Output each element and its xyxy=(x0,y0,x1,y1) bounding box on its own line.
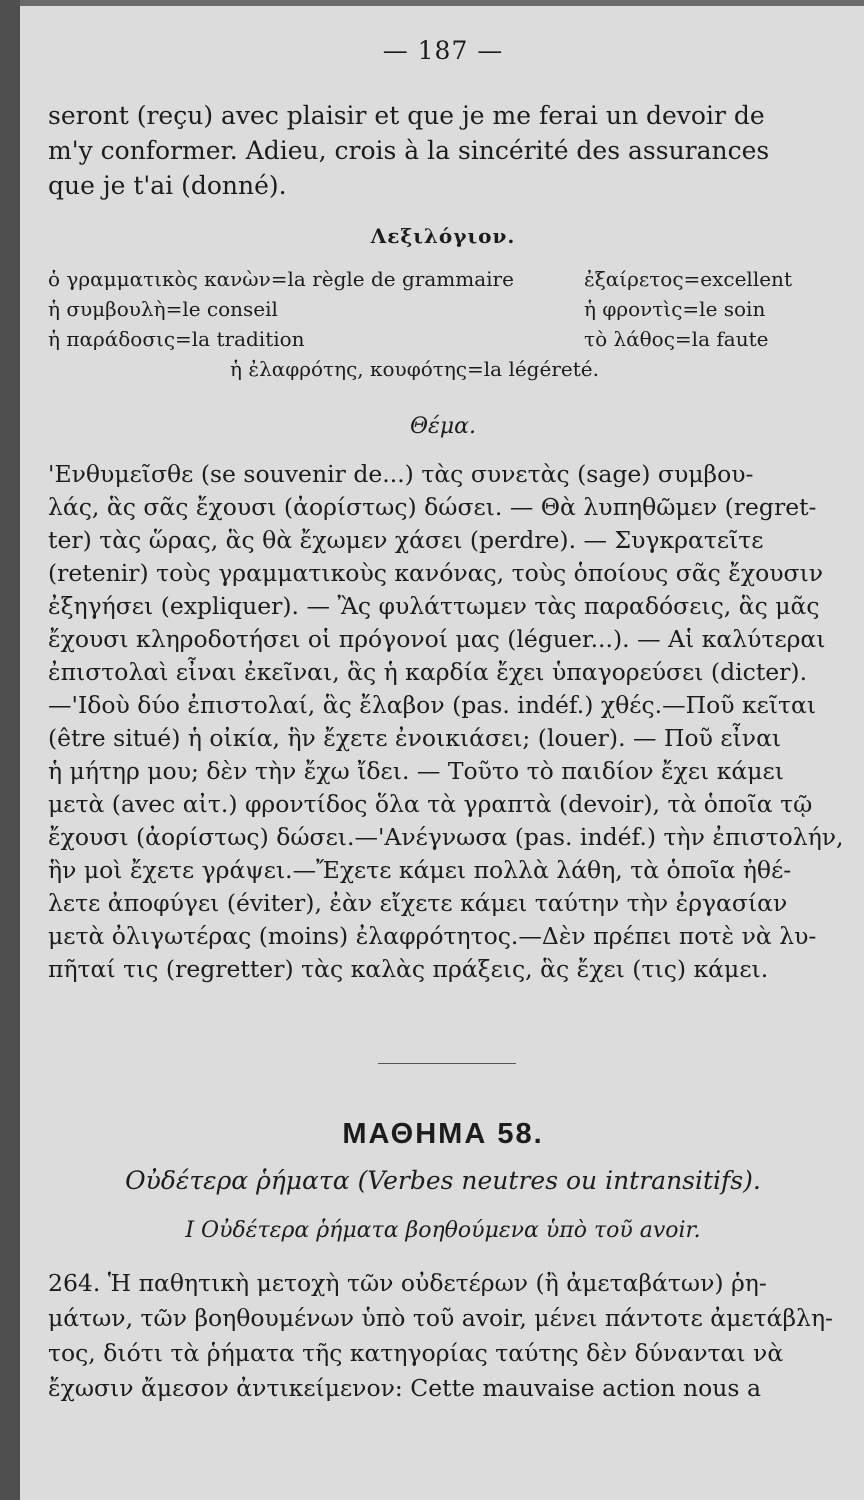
intro-line: que je t'ai (donné). xyxy=(48,171,287,200)
exercise-line: (retenir) τοὺς γραμματικοὺς κανόνας, τοὺς ὁποίους σᾶς ἔχουσιν xyxy=(48,559,824,587)
exercise-line: ἔχουσι κληροδοτήσει οἱ πρόγονοί μας (léguer...). — Αἱ καλύτεραι xyxy=(48,625,826,653)
paragraph-line: μάτων, τῶν βοηθουμένων ὑπὸ τοῦ avoir, μένει πάντοτε ἀμετάβλη- xyxy=(48,1304,833,1332)
exercise-line: ἡ μήτηρ μου; δὲν τὴν ἔχω ἴδει. — Τοῦτο τὸ παιδίον ἔχει κάμει xyxy=(48,757,784,785)
exercise-line: ter) τὰς ὥρας, ἃς θὰ ἔχωμεν χάσει (perdre). — Συγκρατεῖτε xyxy=(48,526,764,554)
vocab-item: ἡ συμβουλὴ=le conseil xyxy=(48,297,278,321)
vocab-left-column xyxy=(48,264,514,354)
intro-text xyxy=(48,98,838,203)
exercise-text xyxy=(48,458,844,986)
exercise-line: πῆταί τις (regretter) τὰς καλὰς πράξεις, ἃς ἔχει (τις) κάμει. xyxy=(48,955,769,983)
exercise-line: λετε ἀποφύγει (éviter), ἐὰν εἴχετε κάμει ταύτην τὴν ἐργασίαν xyxy=(48,889,788,917)
vocab-right-column xyxy=(584,264,792,354)
theme-title: Θέμα. xyxy=(410,414,476,439)
paragraph-264 xyxy=(48,1266,838,1406)
paragraph-line: τος, διότι τὰ ῥήματα τῆς κατηγορίας ταύτης δὲν δύνανται νὰ xyxy=(48,1339,784,1367)
vocab-item: τὸ λάθος=la faute xyxy=(584,327,769,351)
exercise-line: ἐξηγήσει (expliquer). — Ἂς φυλάττωμεν τὰς παραδόσεις, ἃς μᾶς xyxy=(48,592,820,620)
vocab-title: Λεξιλόγιον. xyxy=(370,224,516,248)
vocab-item: ἐξαίρετος=excellent xyxy=(584,267,792,291)
book-gutter xyxy=(0,0,20,1500)
exercise-line: (être situé) ἡ οἰκία, ἣν ἔχετε ἐνοικιάσει; (louer). — Ποῦ εἶναι xyxy=(48,724,782,752)
exercise-line: 'Ενθυμεῖσθε (se souvenir de...) τὰς συνετὰς (sage) συμβου- xyxy=(48,460,754,488)
exercise-line: λάς, ἃς σᾶς ἔχουσι (ἀορίστως) δώσει. — Θὰ λυπηθῶμεν (regret- xyxy=(48,493,817,521)
section-title: Οὐδέτερα ῥήματα (Verbes neutres ou intransitifs). xyxy=(125,1166,761,1195)
page-number: — 187 — xyxy=(382,36,504,65)
vocab-item: ἡ παράδοσις=la tradition xyxy=(48,327,305,351)
sub-title: Ι Οὐδέτερα ῥήματα βοηθούμενα ὑπὸ τοῦ avoir. xyxy=(185,1218,701,1243)
vocab-item: ὁ γραμματικὸς κανὼν=la règle de grammaire xyxy=(48,267,514,291)
intro-line: seront (reçu) avec plaisir et que je me ferai un devoir de xyxy=(48,101,765,130)
intro-line: m'y conformer. Adieu, crois à la sincérité des assurances xyxy=(48,136,770,165)
exercise-line: —'Ιδοὺ δύο ἐπιστολαί, ἃς ἔλαβον (pas. indéf.) χθές.—Ποῦ κεῖται xyxy=(48,691,817,719)
lesson-title: ΜΑΘΗΜΑ 58. xyxy=(342,1118,544,1150)
vocab-item-centered: ἡ ἐλαφρότης, κουφότης=la légéreté. xyxy=(230,357,599,381)
exercise-line: μετὰ ὀλιγωτέρας (moins) ἐλαφρότητος.—Δὲν πρέπει ποτὲ νὰ λυ- xyxy=(48,922,817,950)
exercise-line: ἣν μοὶ ἔχετε γράψει.—Ἔχετε κάμει πολλὰ λάθη, τὰ ὁποῖα ἠθέ- xyxy=(48,856,792,884)
vocab-item: ἡ φροντὶς=le soin xyxy=(584,297,766,321)
paragraph-line: 264. Ἡ παθητικὴ μετοχὴ τῶν οὐδετέρων (ἢ ἀμεταβάτων) ῥη- xyxy=(48,1269,767,1297)
exercise-line: ἔχουσι (ἀορίστως) δώσει.—'Ανέγνωσα (pas. indéf.) τὴν ἐπιστολήν, xyxy=(48,823,844,851)
exercise-line: ἐπιστολαὶ εἶναι ἐκεῖναι, ἃς ἡ καρδία ἔχει ὑπαγορεύσει (dicter). xyxy=(48,658,808,686)
section-divider xyxy=(378,1063,516,1064)
exercise-line: μετὰ (avec αἰτ.) φροντίδος ὅλα τὰ γραπτὰ (devoir), τὰ ὁποῖα τῷ xyxy=(48,790,813,818)
paragraph-line: ἔχωσιν ἄμεσον ἀντικείμενον: Cette mauvaise action nous a xyxy=(48,1374,761,1402)
book-page xyxy=(20,6,864,1500)
